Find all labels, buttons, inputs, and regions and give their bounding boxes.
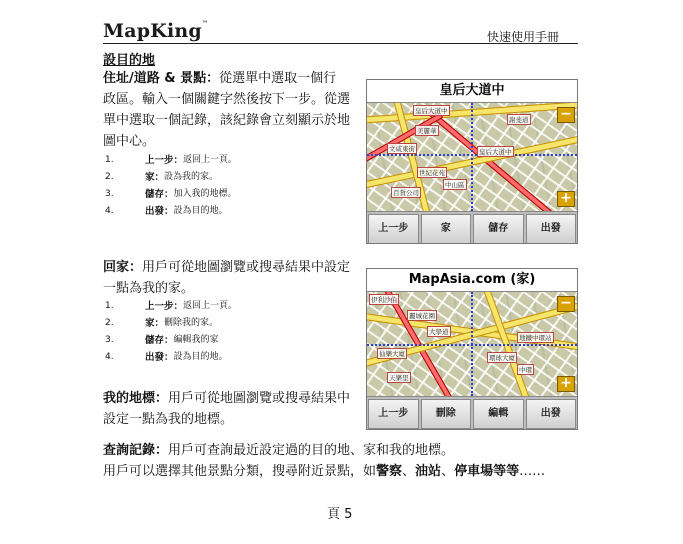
landmark-label: 我的地標： <box>103 391 169 406</box>
map-label: 伊利沙伯 <box>371 296 397 304</box>
map-label: 大學道 <box>429 328 449 336</box>
list-item: 4. 出發： 設為目的地。 <box>105 352 228 363</box>
map-label: 中環 <box>519 366 532 374</box>
home-button[interactable]: 家 <box>421 214 472 244</box>
back-button[interactable]: 上一步 <box>368 399 419 429</box>
map-label: 百貨公司 <box>393 189 419 197</box>
map-label: 麗城花園 <box>409 312 435 320</box>
zoom-out-button[interactable]: − <box>557 107 575 123</box>
home-button-list <box>105 298 237 366</box>
back-button[interactable]: 上一步 <box>368 214 419 244</box>
zoom-in-button[interactable]: + <box>557 191 575 207</box>
landmark-paragraph: 我的地標：用戶可從地圖瀏覽或搜尋結果中 設定一點為我的地標。 <box>103 391 351 427</box>
map-label: 地鐵中環站 <box>519 334 552 342</box>
map-label: 世紀花苑 <box>419 169 445 177</box>
screen-title: MapAsia.com (家) <box>367 269 577 292</box>
screen-button-bar <box>367 396 577 430</box>
address-button-list <box>105 152 237 220</box>
list-item: 2. 家： 設為我的家。 <box>105 172 219 183</box>
page-number: 頁 5 <box>327 507 353 522</box>
screen-title: 皇后大道中 <box>367 80 577 103</box>
device-screenshot-home <box>366 268 578 430</box>
section-title: 設目的地 <box>103 53 156 68</box>
crosshair-horizontal <box>367 344 577 346</box>
map-label: 皇后大道中 <box>479 148 512 156</box>
poi-line: 用戶可以選擇其他景點分類，搜尋附近景點，如警察、油站、停車場等等…… <box>103 464 546 479</box>
list-item: 1. 上一步： 返回上一頁。 <box>105 155 238 166</box>
map-label: 天樂里 <box>389 374 409 382</box>
list-item: 4. 出發： 設為目的地。 <box>105 206 228 217</box>
mapking-logo: MapKing™ <box>103 20 209 42</box>
address-label: 住址/道路 & 景點： <box>103 71 220 86</box>
map-view[interactable] <box>367 292 577 396</box>
zoom-in-button[interactable]: + <box>557 376 575 392</box>
go-button[interactable]: 出發 <box>526 214 577 244</box>
map-label: 美麗華 <box>417 127 437 135</box>
crosshair-horizontal <box>367 154 577 156</box>
crosshair-vertical <box>471 103 473 211</box>
home-label: 回家： <box>103 260 143 275</box>
history-paragraph: 查詢記錄：用戶可查詢最近設定過的目的地、家和我的地標。 用戶可以選擇其他景點分類，搜尋附近景點，如警察、油站、停車場等等…… <box>103 440 583 482</box>
manual-title: 快速使用手冊 <box>487 30 560 44</box>
home-paragraph: 回家：用戶可從地圖瀏覽或搜尋結果中設定 一點為我的家。 <box>103 260 351 296</box>
edit-button[interactable]: 編輯 <box>473 399 524 429</box>
map-label: 文咸東街 <box>389 145 415 153</box>
map-label: 仙樂大廈 <box>379 350 405 358</box>
header-divider <box>103 43 578 44</box>
history-label: 查詢記錄： <box>103 443 169 458</box>
list-item: 2. 家： 刪除我的家。 <box>105 318 219 329</box>
map-label: 環球大廈 <box>489 354 515 362</box>
go-button[interactable]: 出發 <box>526 399 577 429</box>
map-label: 謝斐道 <box>509 116 529 124</box>
device-screenshot-address <box>366 79 578 244</box>
list-item: 1. 上一步： 返回上一頁。 <box>105 301 238 312</box>
delete-button[interactable]: 刪除 <box>421 399 472 429</box>
list-item: 3. 儲存： 編輯我的家 <box>105 335 219 346</box>
map-view[interactable] <box>367 103 577 211</box>
save-button[interactable]: 儲存 <box>473 214 524 244</box>
screen-button-bar <box>367 211 577 244</box>
map-label: 中山區 <box>445 181 465 189</box>
address-paragraph: 住址/道路 & 景點：從選單中選取一個行 政區。輸入一個關鍵字然後按下一步。從選 單中選取一個記錄，該紀錄會立刻顯示於地 圖中心。 <box>103 71 351 149</box>
map-label: 皇后大道中 <box>415 107 448 115</box>
zoom-out-button[interactable]: − <box>557 296 575 312</box>
list-item: 3. 儲存： 加入我的地標。 <box>105 189 237 200</box>
